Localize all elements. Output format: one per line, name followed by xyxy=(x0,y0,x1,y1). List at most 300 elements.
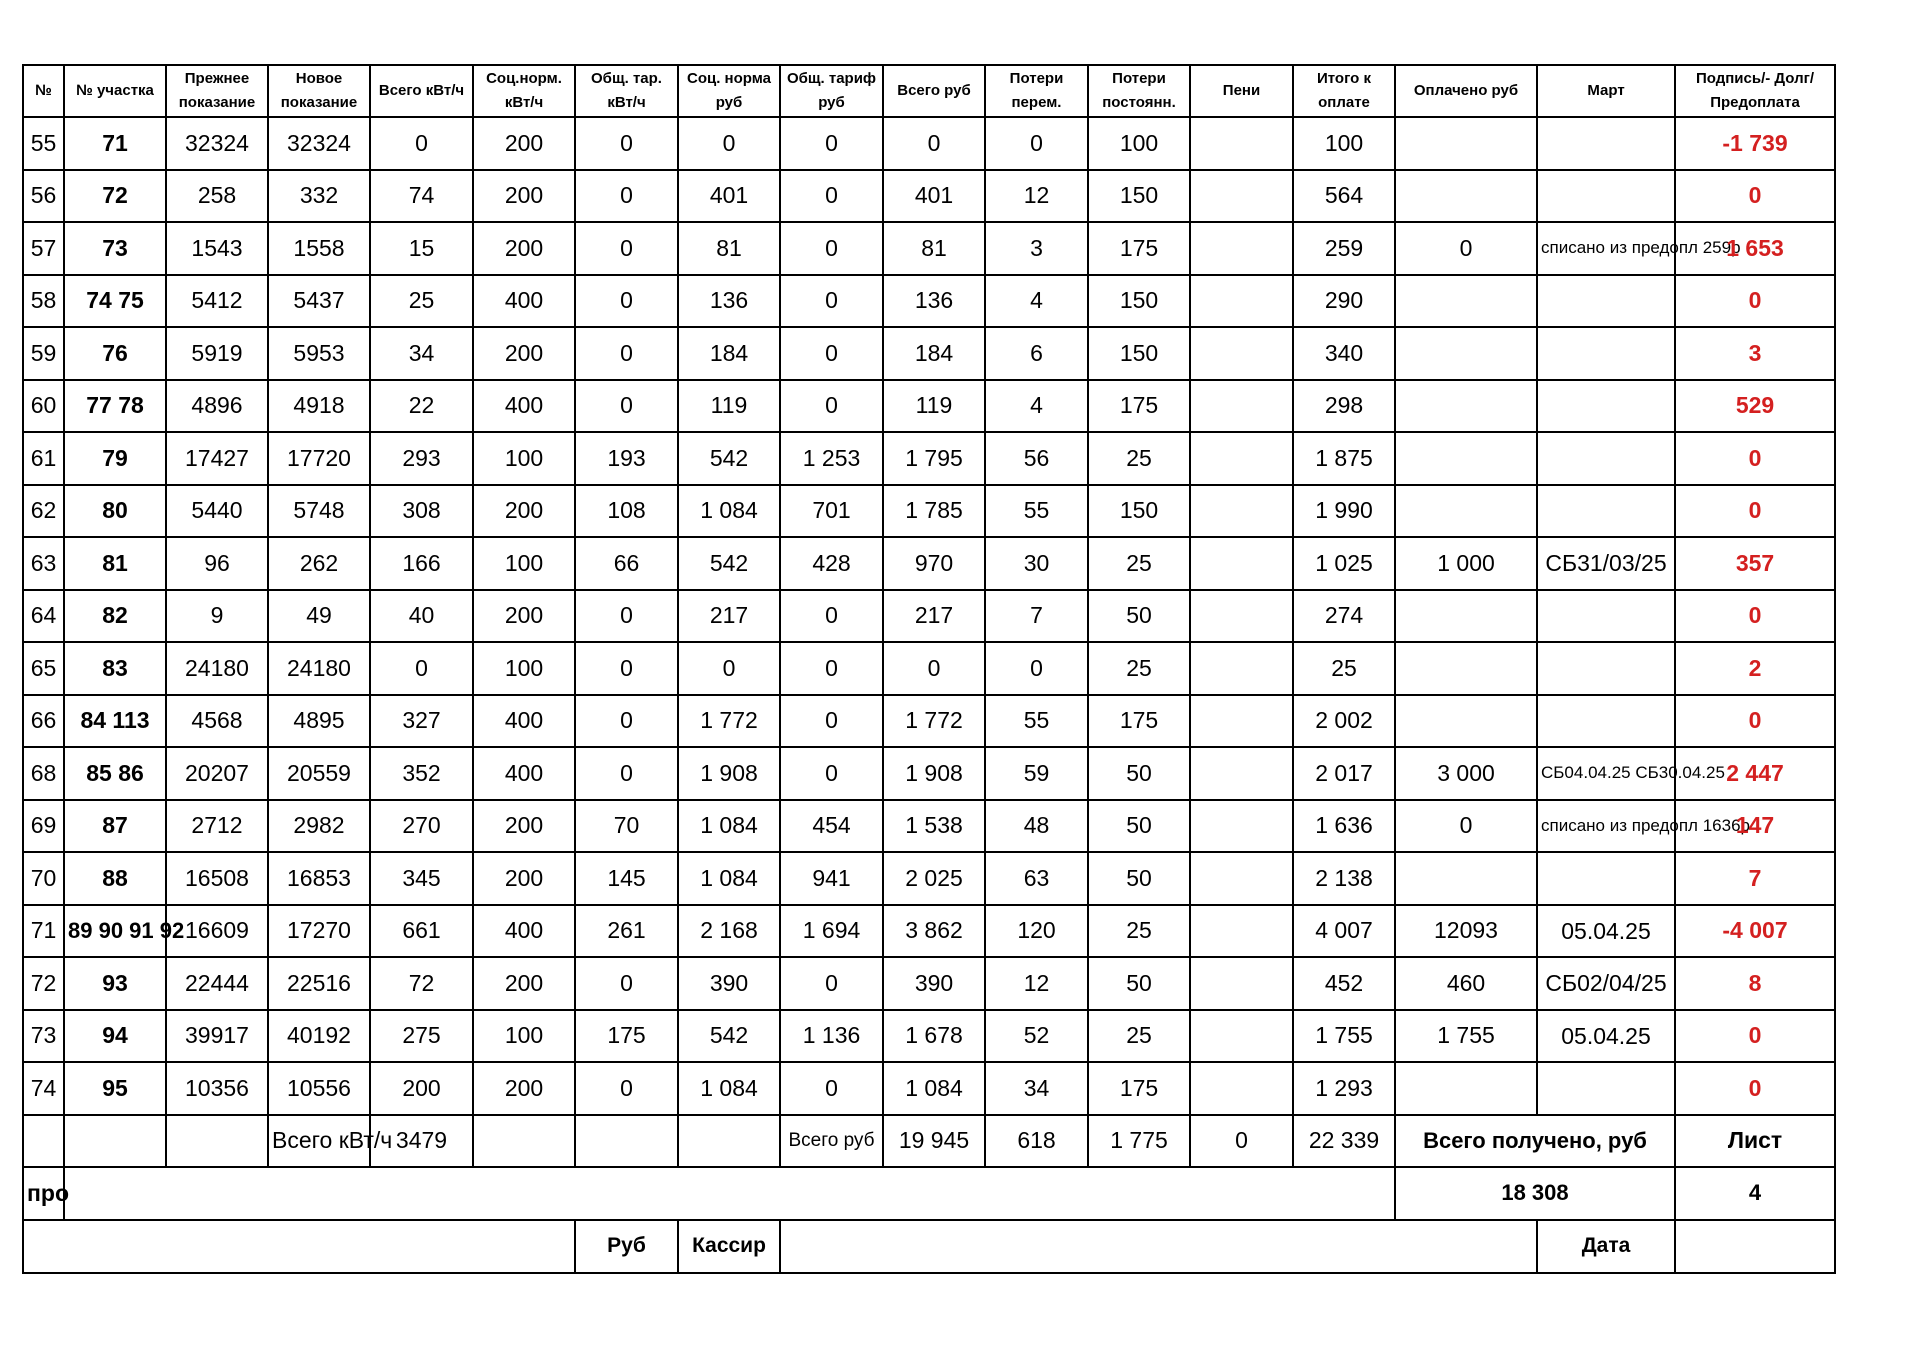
paid-rub xyxy=(1395,380,1537,433)
previous-reading: 20207 xyxy=(166,747,268,800)
paid-rub xyxy=(1395,642,1537,695)
debt-prepayment: 0 xyxy=(1675,1062,1835,1115)
march-note: СБ02/04/25 xyxy=(1537,957,1675,1010)
general-tariff-kwh: 0 xyxy=(575,117,678,170)
total-kwh: 34 xyxy=(370,327,473,380)
previous-reading: 39917 xyxy=(166,1010,268,1063)
total-kwh: 72 xyxy=(370,957,473,1010)
new-reading: 5437 xyxy=(268,275,370,328)
debt-prepayment: -4 007 xyxy=(1675,905,1835,958)
general-tariff-kwh: 0 xyxy=(575,642,678,695)
social-norm-kwh: 400 xyxy=(473,747,575,800)
amount-due: 274 xyxy=(1293,590,1395,643)
losses-constant: 100 xyxy=(1088,117,1190,170)
plot-number: 93 xyxy=(64,957,166,1010)
header-cell: Подпись/- Долг/Предоплата xyxy=(1675,65,1835,117)
previous-reading: 5919 xyxy=(166,327,268,380)
header-cell: Итого к оплате xyxy=(1293,65,1395,117)
social-norm-rub: 0 xyxy=(678,117,780,170)
paid-rub xyxy=(1395,485,1537,538)
plot-number: 79 xyxy=(64,432,166,485)
social-norm-rub: 119 xyxy=(678,380,780,433)
header-cell: Всего руб xyxy=(883,65,985,117)
table-row xyxy=(23,275,1835,328)
debt-prepayment: 8 xyxy=(1675,957,1835,1010)
social-norm-kwh: 200 xyxy=(473,800,575,853)
losses-variable: 12 xyxy=(985,170,1088,223)
header-cell: Общ. тариф руб xyxy=(780,65,883,117)
plot-number: 85 86 xyxy=(64,747,166,800)
social-norm-rub: 1 084 xyxy=(678,1062,780,1115)
total-rub: 3 862 xyxy=(883,905,985,958)
new-reading: 17720 xyxy=(268,432,370,485)
losses-constant: 150 xyxy=(1088,275,1190,328)
paid-rub: 0 xyxy=(1395,222,1537,275)
plot-number: 87 xyxy=(64,800,166,853)
social-norm-rub: 184 xyxy=(678,327,780,380)
row-number: 59 xyxy=(23,327,64,380)
new-reading: 40192 xyxy=(268,1010,370,1063)
header-cell: Соц. норма руб xyxy=(678,65,780,117)
row-number: 61 xyxy=(23,432,64,485)
losses-variable: 63 xyxy=(985,852,1088,905)
received-row xyxy=(23,1167,1835,1220)
general-tariff-kwh: 0 xyxy=(575,170,678,223)
social-norm-kwh: 400 xyxy=(473,695,575,748)
paid-rub xyxy=(1395,275,1537,328)
amount-due: 259 xyxy=(1293,222,1395,275)
total-rub: 1 908 xyxy=(883,747,985,800)
new-reading: 17270 xyxy=(268,905,370,958)
row-number: 74 xyxy=(23,1062,64,1115)
losses-constant: 175 xyxy=(1088,695,1190,748)
row-number: 57 xyxy=(23,222,64,275)
previous-reading: 258 xyxy=(166,170,268,223)
header-cell: Пени xyxy=(1190,65,1293,117)
penalty xyxy=(1190,117,1293,170)
debt-prepayment: 2 447 xyxy=(1675,747,1835,800)
total-kwh: 74 xyxy=(370,170,473,223)
previous-reading: 96 xyxy=(166,537,268,590)
general-tariff-rub: 0 xyxy=(780,170,883,223)
debt-prepayment: 2 xyxy=(1675,642,1835,695)
previous-reading: 24180 xyxy=(166,642,268,695)
totals-empty-cell xyxy=(473,1115,575,1168)
social-norm-rub: 1 084 xyxy=(678,852,780,905)
losses-variable: 59 xyxy=(985,747,1088,800)
march-note xyxy=(1537,642,1675,695)
header-cell: № участка xyxy=(64,65,166,117)
paid-rub xyxy=(1395,170,1537,223)
social-norm-rub: 1 908 xyxy=(678,747,780,800)
previous-reading: 4896 xyxy=(166,380,268,433)
losses-variable: 48 xyxy=(985,800,1088,853)
amount-due: 340 xyxy=(1293,327,1395,380)
total-rub: 1 795 xyxy=(883,432,985,485)
march-note xyxy=(1537,590,1675,643)
march-note: 05.04.25 xyxy=(1537,1010,1675,1063)
social-norm-rub: 390 xyxy=(678,957,780,1010)
general-tariff-rub: 1 253 xyxy=(780,432,883,485)
new-reading: 5953 xyxy=(268,327,370,380)
totals-row xyxy=(23,1115,1835,1168)
previous-reading: 16508 xyxy=(166,852,268,905)
row-number: 55 xyxy=(23,117,64,170)
total-kwh: 200 xyxy=(370,1062,473,1115)
debt-prepayment: 147 xyxy=(1675,800,1835,853)
total-kwh: 275 xyxy=(370,1010,473,1063)
plot-number: 95 xyxy=(64,1062,166,1115)
losses-constant: 25 xyxy=(1088,1010,1190,1063)
total-kwh: 0 xyxy=(370,117,473,170)
amount-due: 2 138 xyxy=(1293,852,1395,905)
date-area xyxy=(1675,1220,1835,1273)
general-tariff-rub: 428 xyxy=(780,537,883,590)
total-rub: 1 084 xyxy=(883,1062,985,1115)
penalty xyxy=(1190,1010,1293,1063)
losses-constant: 175 xyxy=(1088,380,1190,433)
paid-rub: 1 755 xyxy=(1395,1010,1537,1063)
social-norm-kwh: 200 xyxy=(473,957,575,1010)
new-reading: 24180 xyxy=(268,642,370,695)
social-norm-rub: 0 xyxy=(678,642,780,695)
previous-reading: 22444 xyxy=(166,957,268,1010)
total-itogo: 22 339 xyxy=(1293,1115,1395,1168)
amount-due: 1 875 xyxy=(1293,432,1395,485)
losses-constant: 50 xyxy=(1088,957,1190,1010)
general-tariff-kwh: 261 xyxy=(575,905,678,958)
new-reading: 10556 xyxy=(268,1062,370,1115)
new-reading: 2982 xyxy=(268,800,370,853)
general-tariff-kwh: 175 xyxy=(575,1010,678,1063)
previous-reading: 4568 xyxy=(166,695,268,748)
social-norm-rub: 2 168 xyxy=(678,905,780,958)
general-tariff-rub: 0 xyxy=(780,590,883,643)
previous-reading: 10356 xyxy=(166,1062,268,1115)
general-tariff-kwh: 145 xyxy=(575,852,678,905)
header-cell: Потери постоянн. xyxy=(1088,65,1190,117)
totals-empty-cell xyxy=(23,1115,64,1168)
total-rub: 970 xyxy=(883,537,985,590)
social-norm-kwh: 200 xyxy=(473,222,575,275)
debt-prepayment: 1 653 xyxy=(1675,222,1835,275)
table-row xyxy=(23,1062,1835,1115)
general-tariff-kwh: 0 xyxy=(575,380,678,433)
amount-due: 1 025 xyxy=(1293,537,1395,590)
penalty xyxy=(1190,380,1293,433)
general-tariff-rub: 454 xyxy=(780,800,883,853)
plot-number: 83 xyxy=(64,642,166,695)
total-kwh: 166 xyxy=(370,537,473,590)
general-tariff-rub: 941 xyxy=(780,852,883,905)
march-note xyxy=(1537,695,1675,748)
losses-variable: 6 xyxy=(985,327,1088,380)
total-rub: 136 xyxy=(883,275,985,328)
amount-due: 452 xyxy=(1293,957,1395,1010)
header-cell: Потери перем. xyxy=(985,65,1088,117)
losses-variable: 4 xyxy=(985,380,1088,433)
losses-constant: 175 xyxy=(1088,1062,1190,1115)
new-reading: 32324 xyxy=(268,117,370,170)
previous-reading: 16609 xyxy=(166,905,268,958)
total-kwh: 327 xyxy=(370,695,473,748)
previous-reading: 1543 xyxy=(166,222,268,275)
total-rub: 1 785 xyxy=(883,485,985,538)
paid-rub xyxy=(1395,327,1537,380)
social-norm-kwh: 400 xyxy=(473,380,575,433)
total-rub: 184 xyxy=(883,327,985,380)
paid-rub: 1 000 xyxy=(1395,537,1537,590)
plot-number: 71 xyxy=(64,117,166,170)
table-row xyxy=(23,695,1835,748)
paid-rub: 12093 xyxy=(1395,905,1537,958)
blank-area xyxy=(23,1220,575,1273)
debt-prepayment: 0 xyxy=(1675,1010,1835,1063)
previous-reading: 9 xyxy=(166,590,268,643)
march-note xyxy=(1537,117,1675,170)
general-tariff-kwh: 0 xyxy=(575,1062,678,1115)
table-row xyxy=(23,485,1835,538)
general-tariff-rub: 0 xyxy=(780,957,883,1010)
total-rub: 1 538 xyxy=(883,800,985,853)
plot-number: 89 90 91 92 xyxy=(64,905,166,958)
general-tariff-kwh: 0 xyxy=(575,747,678,800)
row-number: 69 xyxy=(23,800,64,853)
signature-row xyxy=(23,1220,1835,1273)
debt-prepayment: 0 xyxy=(1675,590,1835,643)
social-norm-kwh: 200 xyxy=(473,170,575,223)
table-row xyxy=(23,117,1835,170)
table-row xyxy=(23,957,1835,1010)
table-row xyxy=(23,852,1835,905)
social-norm-rub: 401 xyxy=(678,170,780,223)
total-kwh: 352 xyxy=(370,747,473,800)
losses-constant: 50 xyxy=(1088,590,1190,643)
total-kwh: 308 xyxy=(370,485,473,538)
total-rub: 0 xyxy=(883,117,985,170)
total-kwh: 25 xyxy=(370,275,473,328)
losses-variable: 0 xyxy=(985,117,1088,170)
billing-table xyxy=(22,64,1836,1274)
new-reading: 16853 xyxy=(268,852,370,905)
penalty xyxy=(1190,537,1293,590)
amount-due: 564 xyxy=(1293,170,1395,223)
cashier-label: Кассир xyxy=(678,1220,780,1273)
debt-prepayment: 0 xyxy=(1675,170,1835,223)
table-body xyxy=(23,117,1835,1115)
general-tariff-kwh: 0 xyxy=(575,957,678,1010)
new-reading: 4918 xyxy=(268,380,370,433)
plot-number: 94 xyxy=(64,1010,166,1063)
row-number: 58 xyxy=(23,275,64,328)
plot-number: 77 78 xyxy=(64,380,166,433)
amount-due: 298 xyxy=(1293,380,1395,433)
march-note xyxy=(1537,1062,1675,1115)
losses-constant: 25 xyxy=(1088,537,1190,590)
amount-due: 2 002 xyxy=(1293,695,1395,748)
social-norm-kwh: 100 xyxy=(473,537,575,590)
march-note xyxy=(1537,170,1675,223)
penalty xyxy=(1190,695,1293,748)
plot-number: 88 xyxy=(64,852,166,905)
table-row xyxy=(23,747,1835,800)
social-norm-kwh: 200 xyxy=(473,1062,575,1115)
social-norm-rub: 217 xyxy=(678,590,780,643)
penalty xyxy=(1190,485,1293,538)
general-tariff-rub: 0 xyxy=(780,1062,883,1115)
row-number: 72 xyxy=(23,957,64,1010)
general-tariff-rub: 0 xyxy=(780,117,883,170)
social-norm-kwh: 200 xyxy=(473,590,575,643)
losses-variable: 4 xyxy=(985,275,1088,328)
losses-constant: 150 xyxy=(1088,327,1190,380)
total-kwh: 661 xyxy=(370,905,473,958)
march-note: списано из предопл 259р xyxy=(1537,222,1675,275)
penalty xyxy=(1190,327,1293,380)
sheet-label: Лист xyxy=(1675,1115,1835,1168)
penalty xyxy=(1190,170,1293,223)
amount-due: 1 636 xyxy=(1293,800,1395,853)
march-note xyxy=(1537,275,1675,328)
new-reading: 1558 xyxy=(268,222,370,275)
table-row xyxy=(23,222,1835,275)
total-rub: 217 xyxy=(883,590,985,643)
header-cell: Новое показание xyxy=(268,65,370,117)
row-number: 66 xyxy=(23,695,64,748)
total-loss-var: 618 xyxy=(985,1115,1088,1168)
losses-constant: 150 xyxy=(1088,485,1190,538)
debt-prepayment: 7 xyxy=(1675,852,1835,905)
row-number: 56 xyxy=(23,170,64,223)
table-row xyxy=(23,800,1835,853)
general-tariff-rub: 0 xyxy=(780,380,883,433)
losses-constant: 25 xyxy=(1088,905,1190,958)
debt-prepayment: 0 xyxy=(1675,432,1835,485)
table-row xyxy=(23,327,1835,380)
rub-label: Руб xyxy=(575,1220,678,1273)
plot-number: 76 xyxy=(64,327,166,380)
march-note: СБ04.04.25 СБ30.04.25 xyxy=(1537,747,1675,800)
penalty xyxy=(1190,800,1293,853)
amount-due: 1 293 xyxy=(1293,1062,1395,1115)
plot-number: 73 xyxy=(64,222,166,275)
header-cell: Общ. тар. кВт/ч xyxy=(575,65,678,117)
losses-constant: 50 xyxy=(1088,852,1190,905)
general-tariff-rub: 1 136 xyxy=(780,1010,883,1063)
general-tariff-kwh: 66 xyxy=(575,537,678,590)
totals-empty-cell xyxy=(166,1115,268,1168)
table-row xyxy=(23,537,1835,590)
losses-variable: 0 xyxy=(985,642,1088,695)
march-note: СБ31/03/25 xyxy=(1537,537,1675,590)
plot-number: 81 xyxy=(64,537,166,590)
blank-area xyxy=(64,1167,1395,1220)
general-tariff-kwh: 193 xyxy=(575,432,678,485)
table-row xyxy=(23,170,1835,223)
social-norm-kwh: 400 xyxy=(473,275,575,328)
penalty xyxy=(1190,1062,1293,1115)
total-kwh: 15 xyxy=(370,222,473,275)
table-row xyxy=(23,432,1835,485)
row-number: 60 xyxy=(23,380,64,433)
amount-due: 100 xyxy=(1293,117,1395,170)
previous-reading: 5412 xyxy=(166,275,268,328)
social-norm-rub: 542 xyxy=(678,537,780,590)
total-rub: 390 xyxy=(883,957,985,1010)
previous-reading: 17427 xyxy=(166,432,268,485)
new-reading: 5748 xyxy=(268,485,370,538)
losses-variable: 55 xyxy=(985,485,1088,538)
march-note xyxy=(1537,852,1675,905)
row-number: 63 xyxy=(23,537,64,590)
losses-constant: 50 xyxy=(1088,800,1190,853)
paid-rub: 3 000 xyxy=(1395,747,1537,800)
debt-prepayment: 3 xyxy=(1675,327,1835,380)
general-tariff-rub: 0 xyxy=(780,327,883,380)
totals-empty-cell xyxy=(575,1115,678,1168)
plot-number: 82 xyxy=(64,590,166,643)
table-row xyxy=(23,380,1835,433)
social-norm-rub: 1 772 xyxy=(678,695,780,748)
total-peni: 0 xyxy=(1190,1115,1293,1168)
social-norm-rub: 81 xyxy=(678,222,780,275)
social-norm-kwh: 100 xyxy=(473,642,575,695)
row-number: 71 xyxy=(23,905,64,958)
total-kwh: 270 xyxy=(370,800,473,853)
cashier-signature-area xyxy=(780,1220,1537,1273)
march-note xyxy=(1537,327,1675,380)
penalty xyxy=(1190,222,1293,275)
losses-constant: 25 xyxy=(1088,432,1190,485)
total-rub: 119 xyxy=(883,380,985,433)
social-norm-kwh: 100 xyxy=(473,432,575,485)
general-tariff-kwh: 108 xyxy=(575,485,678,538)
total-kwh: 0 xyxy=(370,642,473,695)
total-kwh: 293 xyxy=(370,432,473,485)
total-rub-label: Всего руб xyxy=(780,1115,883,1168)
losses-variable: 3 xyxy=(985,222,1088,275)
total-rub: 0 xyxy=(883,642,985,695)
paid-rub: 0 xyxy=(1395,800,1537,853)
row-number: 65 xyxy=(23,642,64,695)
general-tariff-kwh: 0 xyxy=(575,327,678,380)
general-tariff-rub: 0 xyxy=(780,275,883,328)
header-cell: Прежнее показание xyxy=(166,65,268,117)
cut-text: про xyxy=(23,1167,64,1220)
losses-constant: 150 xyxy=(1088,170,1190,223)
social-norm-rub: 542 xyxy=(678,432,780,485)
previous-reading: 2712 xyxy=(166,800,268,853)
plot-number: 80 xyxy=(64,485,166,538)
row-number: 62 xyxy=(23,485,64,538)
march-note: 05.04.25 xyxy=(1537,905,1675,958)
losses-constant: 50 xyxy=(1088,747,1190,800)
previous-reading: 32324 xyxy=(166,117,268,170)
march-note: списано из предопл 1636р xyxy=(1537,800,1675,853)
losses-constant: 175 xyxy=(1088,222,1190,275)
table-row xyxy=(23,1010,1835,1063)
amount-due: 2 017 xyxy=(1293,747,1395,800)
losses-variable: 30 xyxy=(985,537,1088,590)
general-tariff-kwh: 70 xyxy=(575,800,678,853)
table-row xyxy=(23,590,1835,643)
totals-empty-cell xyxy=(64,1115,166,1168)
social-norm-rub: 1 084 xyxy=(678,800,780,853)
header-cell: Соц.норм. кВт/ч xyxy=(473,65,575,117)
row-number: 73 xyxy=(23,1010,64,1063)
row-number: 70 xyxy=(23,852,64,905)
new-reading: 332 xyxy=(268,170,370,223)
